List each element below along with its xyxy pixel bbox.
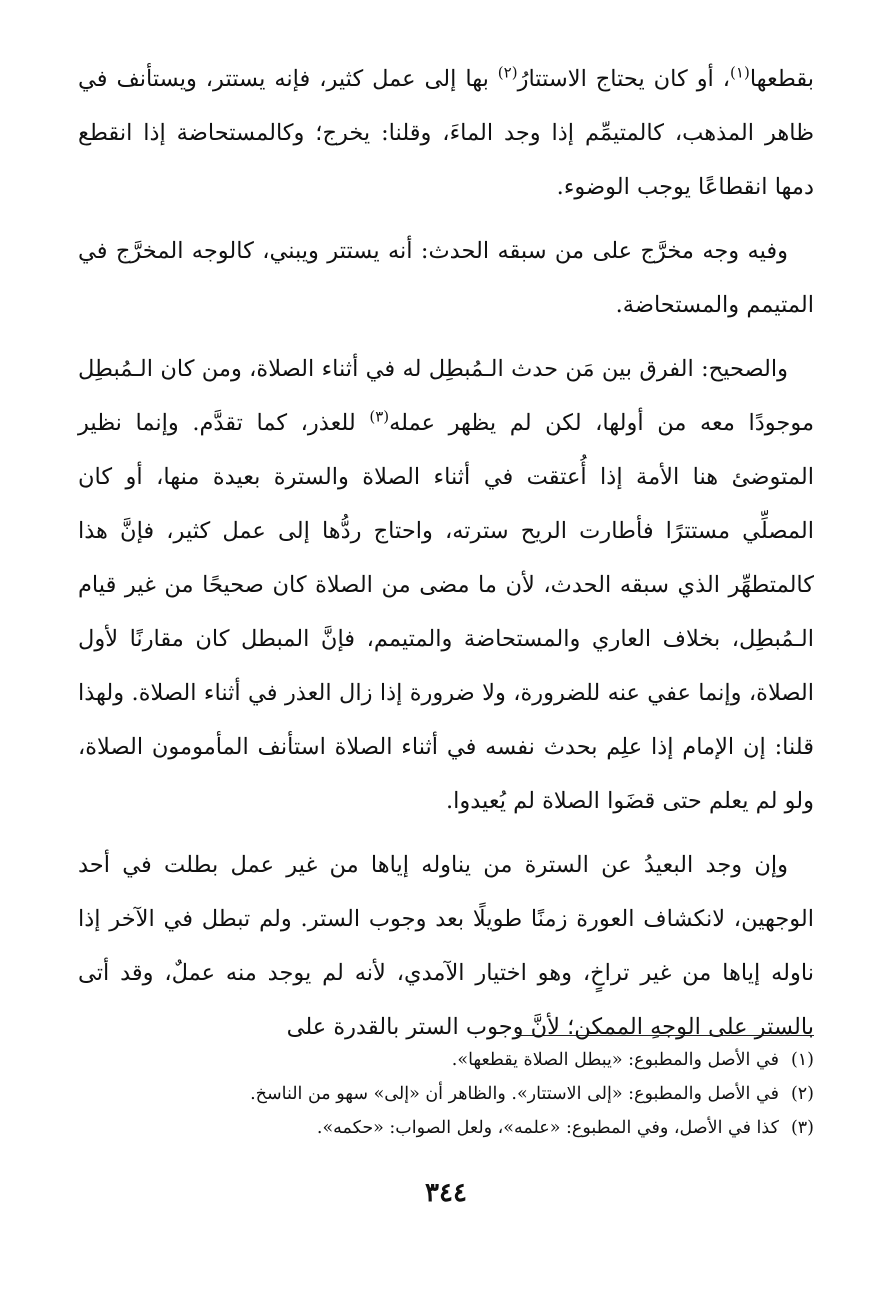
footnote-1 — [78, 1043, 814, 1077]
paragraph-3-part-a: والصحيح: الفرق بين مَن حدث الـمُبطِل له في أثناء الصلاة، ومن كان الـمُبطِل موجودًا معه من أولها، لكن لم يظهر عمله — [78, 356, 815, 436]
footnote-ref-2[interactable]: (٢) — [497, 63, 518, 82]
paragraph-3-part-b: للعذر، كما تقدَّم. وإنما نظير المتوضئ هنا الأمة إذا أُعتقت في أثناء الصلاة والسترة بعيدة منها، أو كان المصلِّي مستترًا فأطارت الريح سترته، واحتاج ردُّها إلى عمل كثير، فإنَّ هذا كالمتطهِّر الذي سبقه الحدث، لأن ما مضى من الصلاة كان صحيحًا من غير قيام الـمُبطِل، بخلاف العاري والمستحاضة والمتيمم، فإنَّ المبطل كان مقارنًا لأول الصلاة، وإنما عفي عنه للضرورة، ولا ضرورة إذا زال العذر في أثناء الصلاة. ولهذا قلنا: إن الإمام إذا علِم بحدث نفسه في أثناء الصلاة استأنف المأمومون الصلاة، ولو لم يعلم حتى قضَوا الصلاة لم يُعيدوا. — [78, 410, 814, 814]
paragraph-1-part-b: ، أو كان يحتاج الاستتارُ — [517, 66, 731, 92]
footnote-2 — [78, 1077, 814, 1111]
footnote-divider — [516, 1035, 814, 1036]
footnotes-section — [78, 1043, 814, 1145]
footnote-2-text: في الأصل والمطبوع: «إلى الاستتار». والظاهر أن «إلى» سهو من الناسخ. — [250, 1084, 779, 1104]
page-number: ٣٤٤ — [425, 1178, 467, 1208]
main-text — [78, 52, 814, 1064]
paragraph-1-part-a: بقطعها — [749, 66, 814, 92]
footnote-1-number: (١) — [790, 1050, 814, 1070]
paragraph-2: وفيه وجه مخرَّج على من سبقه الحدث: أنه يستتر ويبني، كالوجه المخرَّج في المتيمم والمستحاضة. — [78, 238, 814, 318]
footnote-2-number: (٢) — [790, 1084, 814, 1104]
footnote-ref-3[interactable]: (٣) — [369, 407, 390, 426]
paragraph-1-part-c: بها إلى عمل كثير، فإنه يستتر، ويستأنف في ظاهر المذهب، كالمتيمِّم إذا وجد الماءَ، وقلنا: يخرج؛ وكالمستحاضة إذا انقطع دمها انقطاعًا يوجب الوضوء. — [78, 66, 814, 200]
footnote-3-number: (٣) — [790, 1118, 814, 1138]
footnote-3-text: كذا في الأصل، وفي المطبوع: «علمه»، ولعل الصواب: «حكمه». — [316, 1118, 779, 1138]
paragraph-4: وإن وجد البعيدُ عن السترة من يناوله إياها من غير عمل بطلت في أحد الوجهين، لانكشاف العورة زمنًا طويلًا بعد وجوب الستر. ولم تبطل في الآخر إذا ناوله إياها من غير تراخٍ، وهو اختيار الآمدي، لأنه لم يوجد منه عملٌ، وقد أتى بالستر على الوجهِ الممكن؛ لأنَّ وجوب الستر بالقدرة على — [78, 852, 814, 1040]
footnote-3 — [78, 1111, 814, 1145]
footnote-1-text: في الأصل والمطبوع: «يبطل الصلاة يقطعها». — [451, 1050, 779, 1070]
paragraph-1 — [78, 52, 814, 214]
paragraph-3 — [78, 342, 814, 828]
footnote-ref-1[interactable]: (١) — [730, 63, 750, 82]
